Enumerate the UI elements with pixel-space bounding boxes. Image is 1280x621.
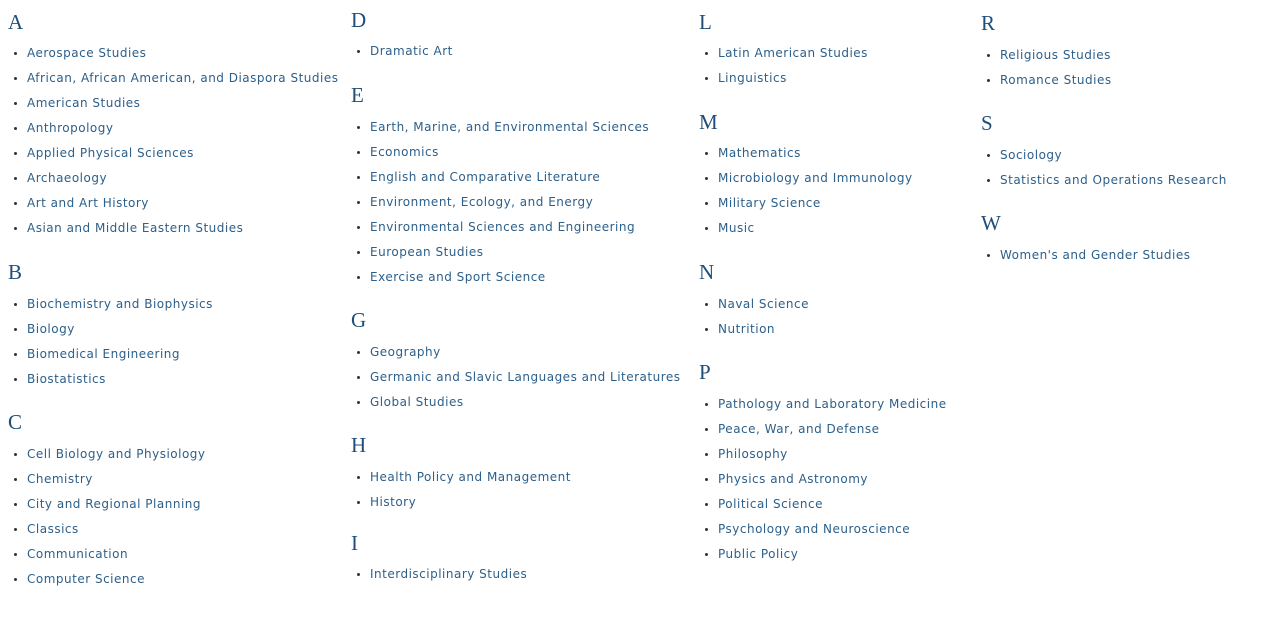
section-list-g [351, 344, 681, 419]
department-link[interactable]: Aerospace Studies [27, 46, 147, 60]
list-item [8, 571, 206, 596]
department-link[interactable]: Religious Studies [1000, 48, 1111, 62]
department-link[interactable]: Health Policy and Management [370, 470, 571, 484]
list-item [8, 471, 206, 496]
section-heading-w: W [981, 211, 1001, 235]
list-item [8, 70, 338, 95]
list-item [981, 47, 1112, 72]
list-item [351, 394, 681, 419]
section-heading-m: M [699, 110, 718, 134]
section-heading-b: B [8, 260, 23, 284]
department-link[interactable]: History [370, 495, 417, 509]
list-item [351, 144, 649, 169]
list-item [699, 45, 868, 70]
department-link[interactable]: Microbiology and Immunology [718, 171, 913, 185]
department-link[interactable]: Classics [27, 522, 79, 536]
department-link[interactable]: Linguistics [718, 71, 787, 85]
list-item [699, 170, 913, 195]
department-link[interactable]: Interdisciplinary Studies [370, 567, 528, 581]
department-link[interactable]: Women's and Gender Studies [1000, 248, 1191, 262]
list-item [351, 469, 571, 494]
department-link[interactable]: Public Policy [718, 547, 799, 561]
department-link[interactable]: City and Regional Planning [27, 497, 201, 511]
section-list-w [981, 247, 1191, 272]
list-item [699, 321, 809, 346]
department-link[interactable]: Peace, War, and Defense [718, 422, 880, 436]
department-link[interactable]: English and Comparative Literature [370, 170, 601, 184]
section-list-p [699, 396, 947, 571]
section-heading-l: L [699, 10, 712, 34]
department-link[interactable]: Chemistry [27, 472, 93, 486]
list-item [699, 446, 947, 471]
list-item [8, 296, 213, 321]
section-list-i [351, 566, 527, 591]
section-heading-r: R [981, 11, 996, 35]
department-link[interactable]: Latin American Studies [718, 46, 868, 60]
department-link[interactable]: Statistics and Operations Research [1000, 173, 1227, 187]
list-item [8, 95, 338, 120]
department-link[interactable]: Environment, Ecology, and Energy [370, 195, 594, 209]
department-link[interactable]: Biostatistics [27, 372, 106, 386]
department-link[interactable]: Psychology and Neuroscience [718, 522, 911, 536]
department-link[interactable]: Earth, Marine, and Environmental Sciences [370, 120, 650, 134]
list-item [351, 269, 649, 294]
list-item [8, 220, 338, 245]
department-link[interactable]: Romance Studies [1000, 73, 1112, 87]
section-heading-d: D [351, 8, 367, 32]
list-item [8, 195, 338, 220]
list-item [351, 344, 681, 369]
list-item [351, 43, 453, 68]
list-item [981, 72, 1112, 97]
department-link[interactable]: Nutrition [718, 322, 776, 336]
department-link[interactable]: Philosophy [718, 447, 788, 461]
department-link[interactable]: Computer Science [27, 572, 145, 586]
department-link[interactable]: Applied Physical Sciences [27, 146, 194, 160]
department-link[interactable]: Biochemistry and Biophysics [27, 297, 213, 311]
list-item [699, 396, 947, 421]
section-heading-h: H [351, 433, 367, 457]
department-link[interactable]: Economics [370, 145, 439, 159]
list-item [351, 369, 681, 394]
department-link[interactable]: Biomedical Engineering [27, 347, 181, 361]
department-link[interactable]: Music [718, 221, 755, 235]
list-item [8, 321, 213, 346]
list-item [699, 521, 947, 546]
department-link[interactable]: Exercise and Sport Science [370, 270, 546, 284]
section-list-n [699, 296, 809, 346]
department-link[interactable]: American Studies [27, 96, 141, 110]
list-item [8, 45, 338, 70]
section-heading-p: P [699, 360, 711, 384]
section-heading-c: C [8, 410, 23, 434]
section-heading-i: I [351, 531, 358, 555]
section-list-d [351, 43, 453, 68]
list-item [351, 219, 649, 244]
section-list-s [981, 147, 1227, 197]
list-item [351, 194, 649, 219]
department-link[interactable]: Mathematics [718, 146, 801, 160]
department-link[interactable]: Asian and Middle Eastern Studies [27, 221, 244, 235]
list-item [8, 145, 338, 170]
department-link[interactable]: Physics and Astronomy [718, 472, 868, 486]
section-heading-g: G [351, 308, 367, 332]
section-heading-e: E [351, 83, 364, 107]
list-item [351, 494, 571, 519]
list-item [699, 496, 947, 521]
section-list-c [8, 446, 206, 596]
department-link[interactable]: African, African American, and Diaspora Studies [27, 71, 339, 85]
list-item [351, 244, 649, 269]
list-item [8, 496, 206, 521]
list-item [699, 546, 947, 571]
department-link[interactable]: Naval Science [718, 297, 809, 311]
list-item [8, 346, 213, 371]
section-list-a [8, 45, 338, 245]
department-link[interactable]: Geography [370, 345, 441, 359]
department-link[interactable]: Dramatic Art [370, 44, 453, 58]
department-link[interactable]: Political Science [718, 497, 823, 511]
list-item [699, 421, 947, 446]
list-item [699, 70, 868, 95]
list-item [8, 371, 213, 396]
section-heading-s: S [981, 111, 993, 135]
department-link[interactable]: Archaeology [27, 171, 108, 185]
department-link[interactable]: Anthropology [27, 121, 114, 135]
section-heading-a: A [8, 10, 24, 34]
section-list-m [699, 145, 913, 245]
section-list-b [8, 296, 213, 396]
list-item [8, 446, 206, 471]
department-link[interactable]: Biology [27, 322, 75, 336]
department-link[interactable]: Global Studies [370, 395, 464, 409]
section-list-e [351, 119, 649, 294]
list-item [8, 521, 206, 546]
list-item [981, 147, 1227, 172]
department-link[interactable]: Pathology and Laboratory Medicine [718, 397, 947, 411]
list-item [699, 471, 947, 496]
list-item [8, 120, 338, 145]
list-item [981, 172, 1227, 197]
list-item [351, 169, 649, 194]
department-link[interactable]: Cell Biology and Physiology [27, 447, 206, 461]
department-link[interactable]: Germanic and Slavic Languages and Literatures [370, 370, 681, 384]
section-list-h [351, 469, 571, 519]
list-item [8, 546, 206, 571]
list-item [351, 566, 527, 591]
list-item [699, 220, 913, 245]
list-item [8, 170, 338, 195]
section-list-l [699, 45, 868, 95]
list-item [699, 195, 913, 220]
department-link[interactable]: Communication [27, 547, 129, 561]
section-heading-n: N [699, 260, 715, 284]
section-list-r [981, 47, 1112, 97]
list-item [351, 119, 649, 144]
department-link[interactable]: European Studies [370, 245, 484, 259]
department-link[interactable]: Sociology [1000, 148, 1063, 162]
list-item [699, 296, 809, 321]
department-link[interactable]: Military Science [718, 196, 821, 210]
department-link[interactable]: Environmental Sciences and Engineering [370, 220, 636, 234]
list-item [699, 145, 913, 170]
list-item [981, 247, 1191, 272]
department-link[interactable]: Art and Art History [27, 196, 149, 210]
